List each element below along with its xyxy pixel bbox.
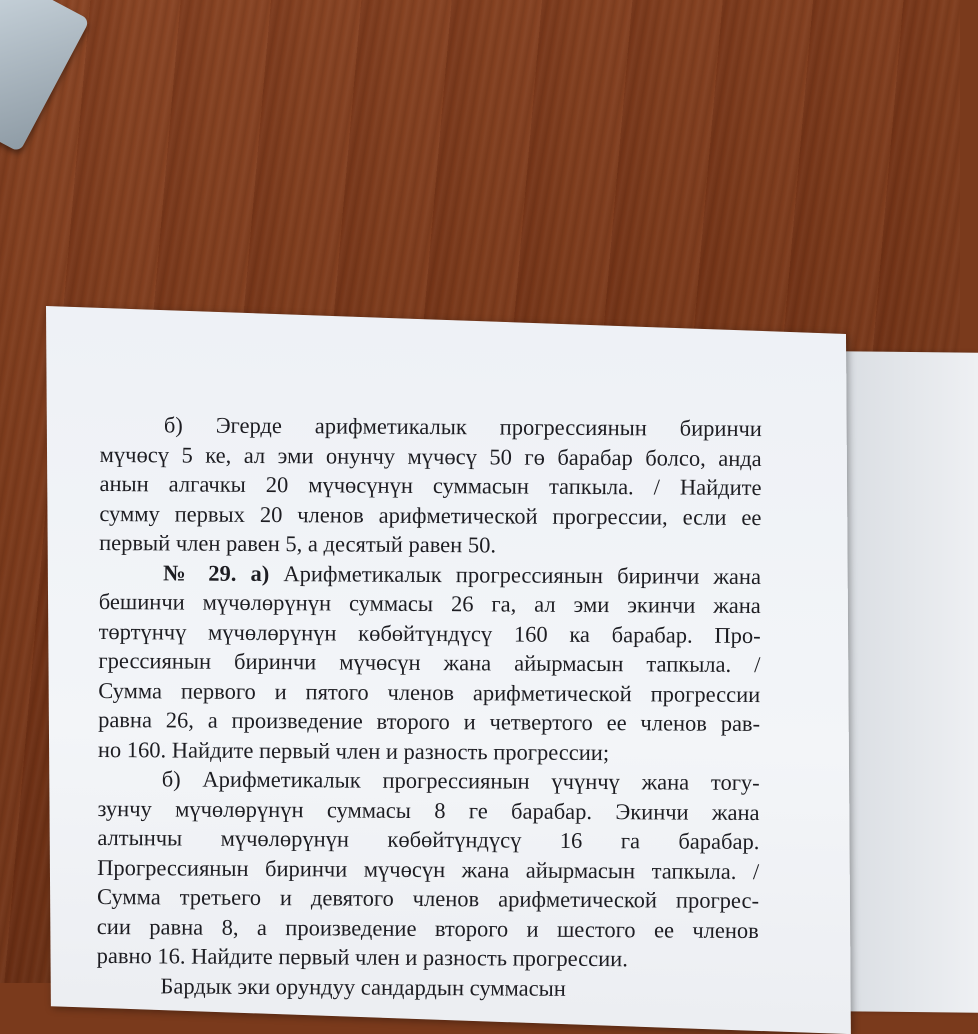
text-line: сии равна 8, а произведение второго и шестого ее членов xyxy=(96,913,759,943)
text-line: анын алгачкы 20 мүчөсүнүн суммасын тапкыла. / Найдите xyxy=(99,470,762,501)
text-line: сумму первых 20 членов арифметической прогрессии, если ее xyxy=(99,500,762,530)
text-line: равно 16. Найдите первый член и разность прогрессии. xyxy=(96,942,628,972)
text-line: грессиянын биринчи мүчөсүн жана айырмасын тапкыла. / xyxy=(98,647,761,678)
text-line: равна 26, а произведение второго и четвертого ее членов рав- xyxy=(98,706,761,737)
text-line: Бардык эки орундуу сандардын суммасын xyxy=(160,972,566,1001)
text-line: но 160. Найдите первый член и разность прогрессии; xyxy=(97,736,610,765)
text-line: зунчу мүчөлөрүнүн суммасы 8 ге барабар. Экинчи жана xyxy=(97,795,760,825)
plastic-card-corner xyxy=(0,0,90,152)
text-segment: Арифметикалык прогрессиянын биринчи жана xyxy=(283,560,762,589)
right-page-edge xyxy=(838,351,978,1012)
text-line: Сумма первого и пятого членов арифметической прогрессии xyxy=(98,677,761,707)
problem-number: № 29. а) xyxy=(162,559,270,586)
text-line: төртүнчү мүчөлөрүнүн көбөйтүндүсү 160 ка барабар. Про- xyxy=(98,618,761,648)
text-line: Сумма третьего и девятого членов арифметической прогрес- xyxy=(96,883,760,914)
page-text xyxy=(96,410,762,1004)
text-line: Прогрессиянын биринчи мүчөсүн жана айырмасын тапкыла. / xyxy=(97,854,760,884)
text-line: первый член равен 5, а десятый равен 50. xyxy=(99,529,497,558)
text-line: мүчөсү 5 ке, ал эми онунчу мүчөсү 50 гө барабар болсо, анда xyxy=(99,441,762,471)
text-line xyxy=(99,557,761,591)
text-line: б) Арифметикалык прогрессиянын үчүнчү жана тогу- xyxy=(161,766,760,796)
text-line: б) Эгерде арифметикалык прогрессиянын биринчи xyxy=(163,412,762,442)
text-line: алтынчы мүчөлөрүнүн көбөйтүндүсү 16 га барабар. xyxy=(97,824,760,855)
text-line: бешинчи мүчөлөрүнүн суммасы 26 га, ал эми экинчи жана xyxy=(98,588,761,619)
